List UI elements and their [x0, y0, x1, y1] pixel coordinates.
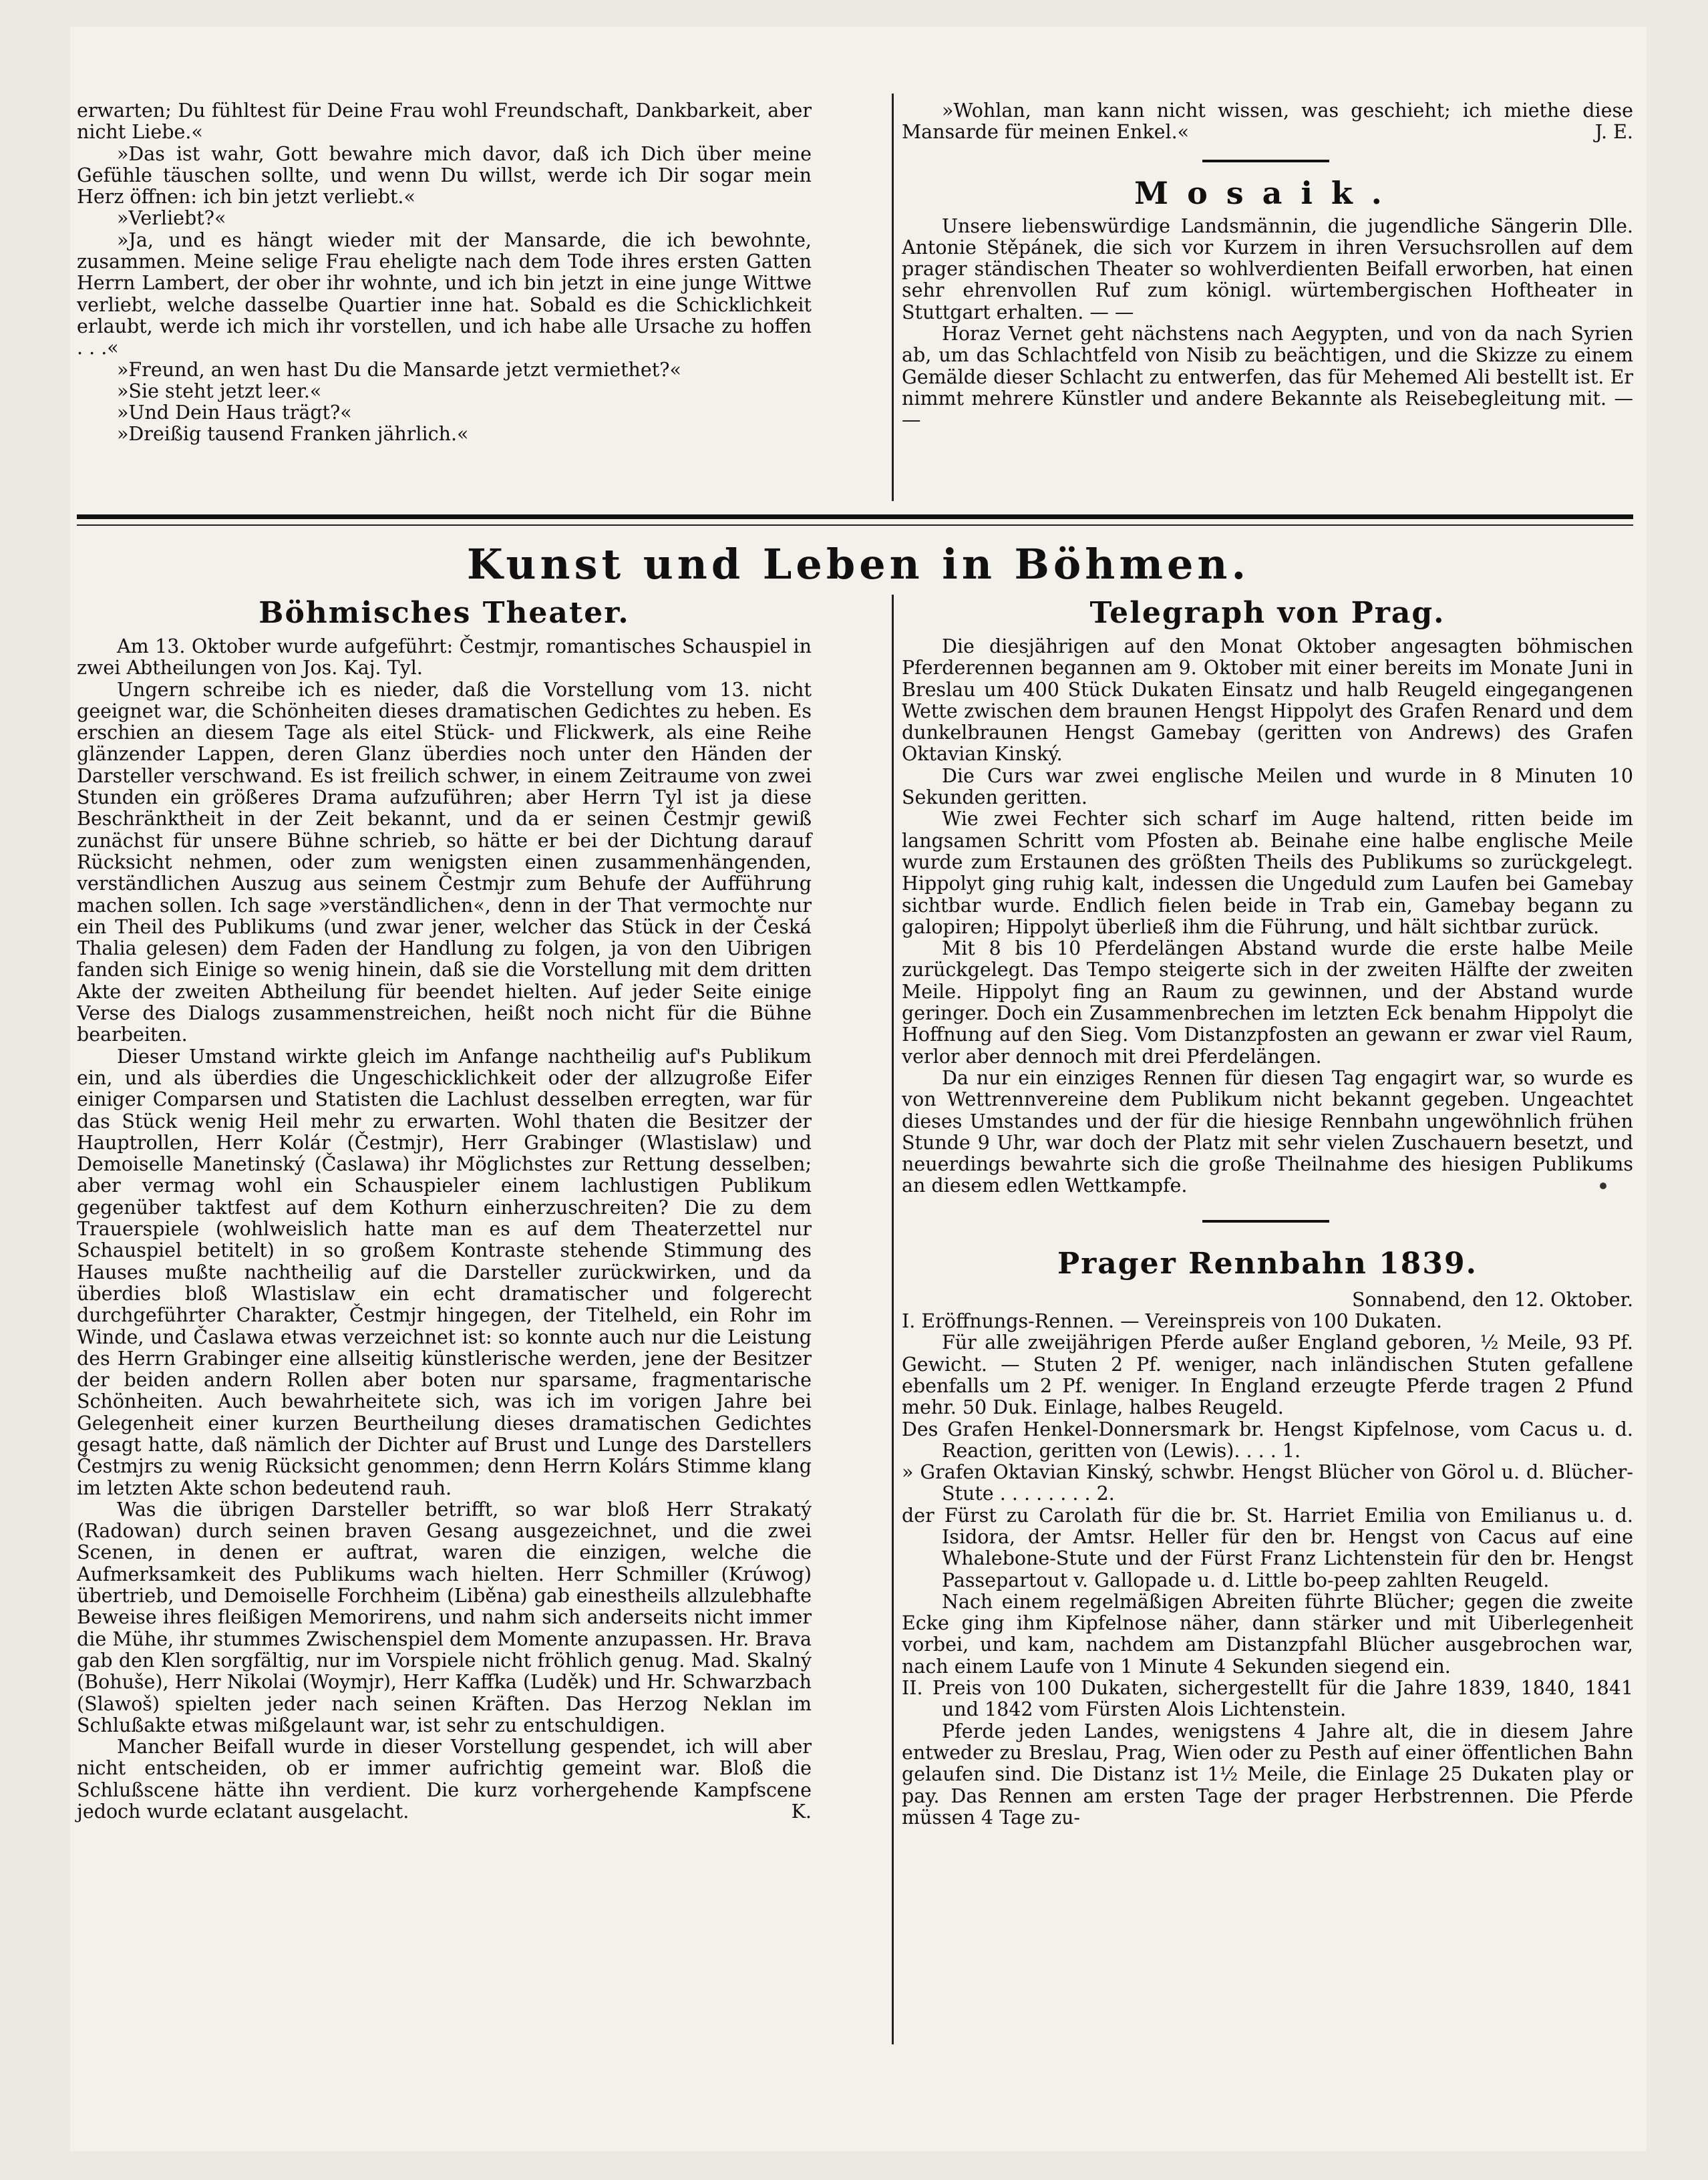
newspaper-page	[70, 27, 1647, 2151]
paragraph: »Freund, an wen hast Du die Mansarde jetzt vermiethet?«	[117, 358, 681, 381]
paragraph: »Verliebt?«	[117, 207, 226, 230]
theater-heading: Böhmisches Theater.	[259, 596, 630, 630]
paragraph: Am 13. Oktober wurde aufgeführt: Čestmjr, romantisches Schauspiel in zwei Abtheilungen von Jos. Kaj. Tyl.	[77, 635, 812, 679]
paragraph: »Und Dein Haus trägt?«	[117, 402, 352, 424]
section-rule	[77, 524, 1633, 526]
paragraph: Horaz Vernet geht nächstens nach Aegypten, und von da nach Syrien ab, um das Schlachtfeld von Nisib zu beächtigen, und die Skizze zu einem Gemälde dieser Schlacht zu entwerfen, das für Mehemed Ali bestellt ist. Er nimmt mehrere Künstler und andere Bekannte als Reisebegleitung mit. — —	[902, 323, 1633, 432]
section-divider	[1202, 160, 1329, 162]
mosaik-heading: Mosaik.	[1134, 174, 1401, 211]
column-divider-top	[892, 94, 894, 501]
theater-column	[77, 595, 812, 1823]
margin-dot	[1600, 1183, 1606, 1189]
telegraph-column	[902, 595, 1633, 1829]
paragraph: Für alle zweijährigen Pferde außer England geboren, ½ Meile, 93 Pf. Gewicht. — Stuten 2 Pf. weniger, nach inländischen Stuten gefallene ebenfalls um 2 Pf. weniger. In England erzeugte Pferde tragen 2 Pfund mehr. 50 Duk. Einlage, halbes Reugeld.	[902, 1332, 1633, 1419]
race-entry: Des Grafen Henkel-Donnersmark br. Hengst Kipfelnose, vom Cacus u. d. Reaction, geritten von (Lewis). . . . 1.	[902, 1418, 1633, 1462]
main-title: Kunst und Leben in Böhmen.	[466, 540, 1250, 589]
race-entry: der Fürst zu Carolath für die br. St. Harriet Emilia von Emilianus u. d. Isidora, der Amtsr. Heller für den br. Hengst von Cacus auf eine Whalebone-Stute und der Fürst Franz Lichtenstein für den br. Hengst Passepartout v. Gallopade u. d. Little bo-peep zahlten Reugeld.	[902, 1504, 1633, 1591]
paragraph: Die diesjährigen auf den Monat Oktober angesagten böhmischen Pferderennen begannen am 9. Oktober mit einer bereits im Monate Juni in Breslau um 400 Stück Dukaten Einsatz und halb Reugeld eingegangenen Wette zwischen dem braunen Hengst Hippolyt des Grafen Renard und dem dunkelbraunen Hengst Gamebay (geritten von Andrews) des Grafen Oktavian Kinský.	[902, 635, 1633, 766]
paragraph: »Sie steht jetzt leer.«	[117, 379, 322, 402]
paragraph: Nach einem regelmäßigen Abreiten führte Blücher; gegen die zweite Ecke ging ihm Kipfelnose näher, dann stärker und mit Uiberlegenheit vorbei, und kam, nachdem am Distanzpfahl Blücher ausgebrochen war, nach einem Laufe von 1 Minute 4 Sekunden siegend ein.	[902, 1590, 1633, 1678]
top-left-column	[77, 100, 812, 446]
paragraph: Mit 8 bis 10 Pferdelängen Abstand wurde die erste halbe Meile zurückgelegt. Das Tempo steigerte sich in der zweiten Hälfte der zweiten Meile. Hippolyt fing an Raum zu gewinnen, und der Abstand wurde geringer. Doch ein Zusammenbrechen im letzten Eck benahm Hippolyt die Hoffnung auf den Sieg. Vom Distanzpfosten an gewann er zwar viel Raum, verlor aber dennoch mit drei Pferdelängen.	[902, 937, 1633, 1068]
race-date: Sonnabend, den 12. Oktober.	[1351, 1288, 1633, 1311]
paragraph: »Das ist wahr, Gott bewahre mich davor, daß ich Dich über meine Gefühle täuschen sollte, und wenn Du willst, werde ich Dir sogar mein Herz öffnen: ich bin jetzt verliebt.«	[77, 142, 812, 208]
paragraph: Die Curs war zwei englische Meilen und wurde in 8 Minuten 10 Sekunden geritten.	[902, 764, 1633, 809]
paragraph: Unsere liebenswürdige Landsmännin, die jugendliche Sängerin Dlle. Antonie Stěpánek, die sich vor Kurzem in ihren Versuchsrollen auf dem prager ständischen Theater so wohlverdienten Beifall erworben, hat einen sehr ehrenvollen Ruf zum königl. würtembergischen Hoftheater in Stuttgart erhalten. — —	[902, 214, 1633, 323]
race-entry: » Grafen Oktavian Kinský, schwbr. Hengst Blücher von Görol u. d. Blücher-Stute . . . . . . . . 2.	[902, 1461, 1633, 1505]
rennbahn-heading: Prager Rennbahn 1839.	[1057, 1246, 1478, 1281]
section-divider	[1202, 1220, 1329, 1223]
telegraph-heading: Telegraph von Prag.	[1089, 596, 1445, 630]
paragraph	[902, 100, 1633, 144]
signature: K.	[791, 1801, 812, 1823]
signature: J. E.	[1594, 121, 1633, 144]
section-rule	[77, 514, 1633, 519]
top-right-column	[902, 100, 1633, 432]
paragraph: Dieser Umstand wirkte gleich im Anfange nachtheilig auf's Publikum ein, und als überdies die Ungeschicklichkeit oder der allzugroße Eifer einiger Comparsen und Statisten die Lachlust desselben erregten, war für das Stück wenig Heil mehr zu erwarten. Wohl thaten die Besitzer der Hauptrollen, Herr Kolár (Čestmjr), Herr Grabinger (Wlastislaw) und Demoiselle Manetinský (Časlawa) ihr Möglichstes zur Rettung desselben; aber vermag wohl ein Schauspieler einem lachlustigen Publikum gegenüber taktfest auf dem Kothurn einherzuschreiten? Die zu dem Trauerspiele (wohlweislich hatte man es auf dem Theaterzettel nur Schauspiel betitelt) in so großem Kontraste stehende Stimmung des Hauses mußte nachtheilig auf die Darsteller zurückwirken, und da überdies bloß Wlastislaw ein echt dramatischer und folgerecht durchgeführter Charakter, Čestmjr hingegen, der Titelheld, ein Rohr im Winde, und Časlawa etwas verzeichnet ist: so konnte auch nur die Leistung des Herrn Grabinger eine allseitig künstlerische werden, jene der Besitzer der beiden andern Rollen aber boten nur sparsame, fragmentarische Schönheiten. Auch bewahrheitete sich, was ich im vorigen Jahre bei Gelegenheit einer kurzen Beurtheilung dieses dramatischen Gedichtes gesagt hatte, daß nämlich der Dichter auf Brust und Lunge des Darstellers Čestmjrs zu wenig Rücksicht genommen; denn Herrn Kolárs Stimme klang im letzten Akte schon bedeutend rauh.	[77, 1045, 812, 1499]
column-divider-bottom	[892, 595, 894, 2044]
paragraph	[77, 1736, 812, 1823]
paragraph: »Ja, und es hängt wieder mit der Mansarde, die ich bewohnte, zusammen. Meine selige Frau eheligte nach dem Tode ihres ersten Gatten Herrn Lambert, der ober ihr wohnte, und ich bin jetzt in eine junge Wittwe verliebt, welche dasselbe Quartier inne hat. Sobald es die Schicklichkeit erlaubt, werde ich mich ihr vorstellen, und ich habe alle Ursache zu hoffen . . .«	[77, 228, 812, 359]
race-heading: I. Eröffnungs-Rennen. — Vereinspreis von 100 Dukaten.	[902, 1310, 1442, 1333]
paragraph: Da nur ein einziges Rennen für diesen Tag engagirt war, so wurde es von Wettrennvereine dem Publikum nicht bekannt gegeben. Ungeachtet dieses Umstandes und der für die hiesige Rennbahn ungewöhnlich frühen Stunde 9 Uhr, war doch der Platz mit sehr vielen Zuschauern besetzt, und neuerdings bewahrte sich die große Theilnahme des hiesigen Publikums an diesem edlen Wettkampfe.	[902, 1066, 1633, 1197]
paragraph-text: Mancher Beifall wurde in dieser Vorstellung gespendet, ich will aber nicht entscheiden, ob er immer aufrichtig gemeint war. Bloß die Schlußscene hätte ihn verdient. Die kurz vorhergehende Kampfscene jedoch wurde eclatant ausgelacht.	[77, 1736, 812, 1823]
paragraph: erwarten; Du fühltest für Deine Frau wohl Freundschaft, Dankbarkeit, aber nicht Liebe.«	[77, 100, 812, 144]
paragraph: Ungern schreibe ich es nieder, daß die Vorstellung vom 13. nicht geeignet war, die Schönheiten dieses dramatischen Gedichtes zu heben. Es erschien an diesem Tage als eitel Stück- und Flickwerk, als eine Reihe glänzender Lappen, deren Glanz überdies noch unter den Händen der Darsteller verschwand. Es ist freilich schwer, in einem Zeitraume von zwei Stunden ein größeres Drama aufzuführen; aber Herrn Tyl ist ja diese Beschränktheit in der Zeit bekannt, und da er seinen Čestmjr gewiß zunächst für unsere Bühne schrieb, so hätte er bei der Dichtung darauf Rücksicht nehmen, oder zum wenigsten einen zusammenhängenden, verständlichen Auszug aus seinem Čestmjr zum Behufe der Aufführung machen sollen. Ich sage »verständlichen«, denn in der That vermochte nur ein Theil des Publikums (und zwar jener, welcher das Stück in der Česká Thalia gelesen) dem Faden der Handlung zu folgen, ja von den Uibrigen fanden sich Einige so wenig hinein, daß sie die Vorstellung mit dem dritten Akte der zweiten Abtheilung für beendet hielten. Auf jeder Seite einige Verse des Dialogs zusammenstreichen, heißt noch nicht für die Bühne bearbeiten.	[77, 678, 812, 1046]
paragraph-text: »Wohlan, man kann nicht wissen, was geschieht; ich miethe diese Mansarde für meinen Enkel.«	[902, 100, 1633, 144]
paragraph: Wie zwei Fechter sich scharf im Auge haltend, ritten beide im langsamen Schritt vom Pfosten ab. Beinahe eine halbe englische Meile wurde zum Erstaunen des größten Theils des Publikums so zurückgelegt. Hippolyt ging ruhig kalt, indessen die Ungeduld zum Laufen bei Gamebay sichtbar wurde. Endlich fielen beide in Trab ein, Gamebay begann zu galopiren; Hippolyt überließ ihm die Führung, und hält sichtbar zurück.	[902, 808, 1633, 938]
race-heading: II. Preis von 100 Dukaten, sichergestellt für die Jahre 1839, 1840, 1841 und 1842 vom Fürsten Alois Lichtenstein.	[902, 1677, 1633, 1721]
paragraph: »Dreißig tausend Franken jährlich.«	[117, 423, 469, 446]
paragraph: Was die übrigen Darsteller betrifft, so war bloß Herr Strakatý (Radowan) durch seinen braven Gesang ausgezeichnet, und die zwei Scenen, in denen er auftrat, waren die einzigen, welche die Aufmerksamkeit des Publikums wach hielten. Herr Schmiller (Krúwog) übertrieb, und Demoiselle Forchheim (Liběna) gab einestheils allzulebhafte Beweise ihres fleißigen Memorirens, und nahm sich anderseits nicht immer die Mühe, ihr stummes Zwischenspiel dem Momente anzupassen. Hr. Brava gab den Klen sorgfältig, nur im Vorspiele nicht fröhlich genug. Mad. Skalný (Bohuše), Herr Nikolai (Woymjr), Herr Kaffka (Luděk) und Hr. Schwarzbach (Slawoš) spielten jeder nach seinen Kräften. Das Herzog Neklan im Schlußakte etwas mißgelaunt war, ist sehr zu entschuldigen.	[77, 1498, 812, 1736]
paragraph: Pferde jeden Landes, wenigstens 4 Jahre alt, die in diesem Jahre entweder zu Breslau, Prag, Wien oder zu Pesth auf einer öffentlichen Bahn gelaufen sind. Die Distanz ist 1½ Meile, die Einlage 25 Dukaten play or pay. Das Rennen am ersten Tage der prager Herbstrennen. Die Pferde müssen 4 Tage zu-	[902, 1720, 1633, 1829]
